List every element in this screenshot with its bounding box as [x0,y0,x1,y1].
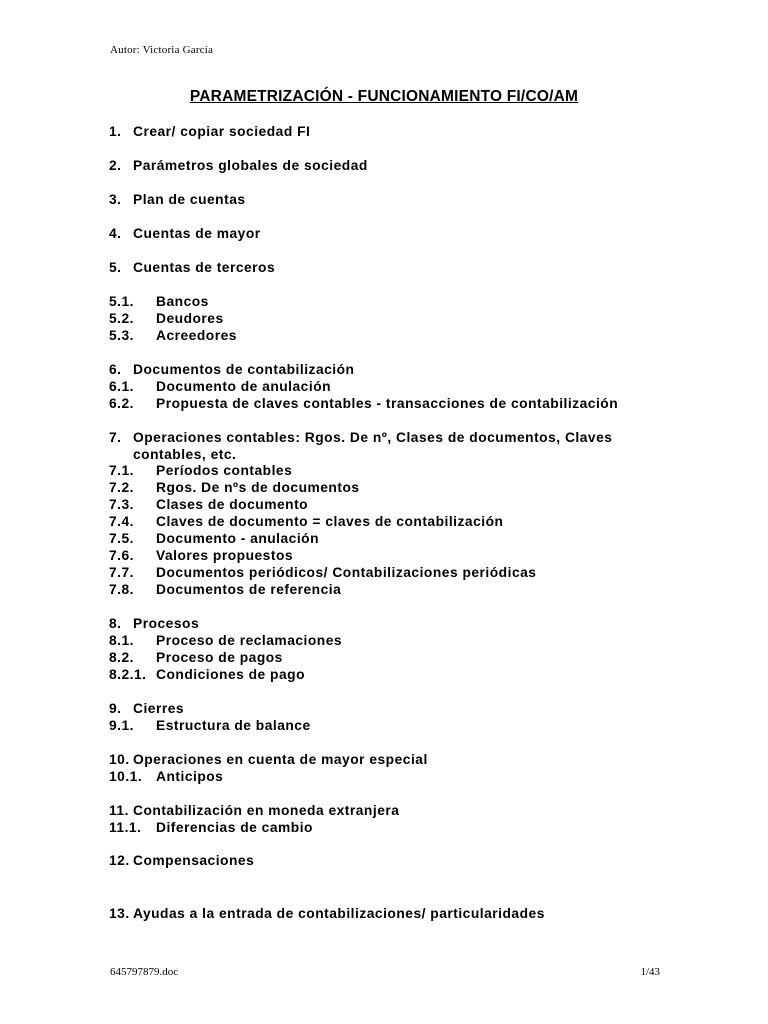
toc-text: Proceso de reclamaciones [156,633,343,648]
toc-text: contables, etc. [133,447,237,462]
toc-number: 6. [109,362,122,377]
toc-text: Documento de anulación [156,379,332,394]
toc-text: Estructura de balance [156,718,311,733]
toc-text: Diferencias de cambio [156,820,313,835]
toc-number: 7.1. [109,463,135,478]
toc-text: Cuentas de terceros [133,260,276,275]
toc-item-6 [109,361,354,378]
toc-number: 7.7. [109,565,135,580]
toc-text: Claves de documento = claves de contabilización [156,514,504,529]
toc-item-7-cont [109,446,236,463]
toc-number: 8. [109,616,122,631]
toc-text: Documentos de referencia [156,582,342,597]
toc-item-5-1 [109,293,209,310]
header-author: Autor: Victoria García [110,44,214,56]
toc-item-11-1 [109,819,313,836]
toc-text: Acreedores [156,328,237,343]
toc-text: Documentos periódicos/ Contabilizaciones periódicas [156,565,537,580]
toc-number: 13. [109,906,130,921]
toc-number: 11. [109,803,129,818]
toc-text: Parámetros globales de sociedad [133,158,368,173]
toc-text: Anticipos [156,769,224,784]
toc-item-3 [109,191,246,208]
toc-item-7 [109,429,612,446]
toc-number: 1. [109,124,122,139]
toc-item-5-3 [109,327,237,344]
toc-number: 8.2. [109,650,135,665]
toc-item-6-1 [109,378,331,395]
toc-text: Contabilización en moneda extranjera [133,803,400,818]
toc-text: Bancos [156,294,209,309]
toc-item-13 [109,905,545,922]
footer-page-number: 1/43 [640,966,660,978]
toc-text: Propuesta de claves contables - transacciones de contabilización [156,396,619,411]
toc-number: 7.5. [109,531,135,546]
toc-item-9 [109,700,184,717]
toc-number: 9. [109,701,122,716]
toc-number: 10. [109,752,130,767]
toc-number: 5.2. [109,311,135,326]
toc-item-7-3 [109,496,308,513]
toc-number: 5. [109,260,122,275]
toc-item-7-1 [109,462,292,479]
toc-item-8-2-1 [109,666,305,683]
document-title: PARAMETRIZACIÓN - FUNCIONAMIENTO FI/CO/AM [189,88,579,105]
toc-number: 4. [109,226,122,241]
toc-item-8-2 [109,649,283,666]
toc-item-9-1 [109,717,311,734]
toc-text: Procesos [133,616,200,631]
toc-item-8 [109,615,199,632]
toc-number: 11.1. [109,820,142,835]
toc-number: 2. [109,158,122,173]
toc-text: Períodos contables [156,463,293,478]
toc-number: 7. [109,430,122,445]
toc-text: Plan de cuentas [133,192,246,207]
toc-text: Crear/ copiar sociedad FI [133,124,311,139]
toc-number: 7.4. [109,514,135,529]
toc-item-8-1 [109,632,342,649]
toc-item-10 [109,751,428,768]
toc-number: 10.1. [109,769,143,784]
toc-text: Ayudas a la entrada de contabilizaciones/ particularidades [133,906,545,921]
toc-text: Valores propuestos [156,548,294,563]
toc-item-5-2 [109,310,224,327]
toc-item-12 [109,852,254,869]
toc-text: Rgos. De nºs de documentos [156,480,360,495]
toc-number: 9.1. [109,718,135,733]
toc-text: Compensaciones [133,853,255,868]
footer-filename: 645797879.doc [110,966,179,978]
toc-text: Documentos de contabilización [133,362,355,377]
toc-text: Operaciones contables: Rgos. De nº, Clases de documentos, Claves [133,430,613,445]
toc-number: 8.2.1. [109,667,147,682]
toc-number: 12. [109,853,130,868]
toc-item-1 [109,123,310,140]
toc-item-7-5 [109,530,319,547]
toc-item-7-6 [109,547,293,564]
toc-text: Cuentas de mayor [133,226,261,241]
toc-item-5 [109,259,275,276]
toc-number: 3. [109,192,122,207]
toc-number: 6.2. [109,396,135,411]
toc-item-10-1 [109,768,223,785]
toc-item-4 [109,225,261,242]
toc-number: 7.2. [109,480,135,495]
toc-text: Documento - anulación [156,531,320,546]
toc-text: Proceso de pagos [156,650,283,665]
toc-text: Cierres [133,701,185,716]
toc-number: 5.1. [109,294,135,309]
toc-number: 7.3. [109,497,135,512]
toc-text: Operaciones en cuenta de mayor especial [133,752,428,767]
toc-item-2 [109,157,368,174]
toc-text: Deudores [156,311,224,326]
toc-item-11 [109,802,399,819]
toc-number: 6.1. [109,379,135,394]
toc-text: Condiciones de pago [156,667,306,682]
toc-item-7-2 [109,479,360,496]
toc-item-7-8 [109,581,341,598]
toc-number: 7.6. [109,548,135,563]
toc-number: 8.1. [109,633,135,648]
toc-item-7-4 [109,513,503,530]
toc-number: 5.3. [109,328,135,343]
toc-number: 7.8. [109,582,135,597]
toc-item-6-2 [109,395,618,412]
toc-text: Clases de documento [156,497,309,512]
toc-item-7-7 [109,564,536,581]
